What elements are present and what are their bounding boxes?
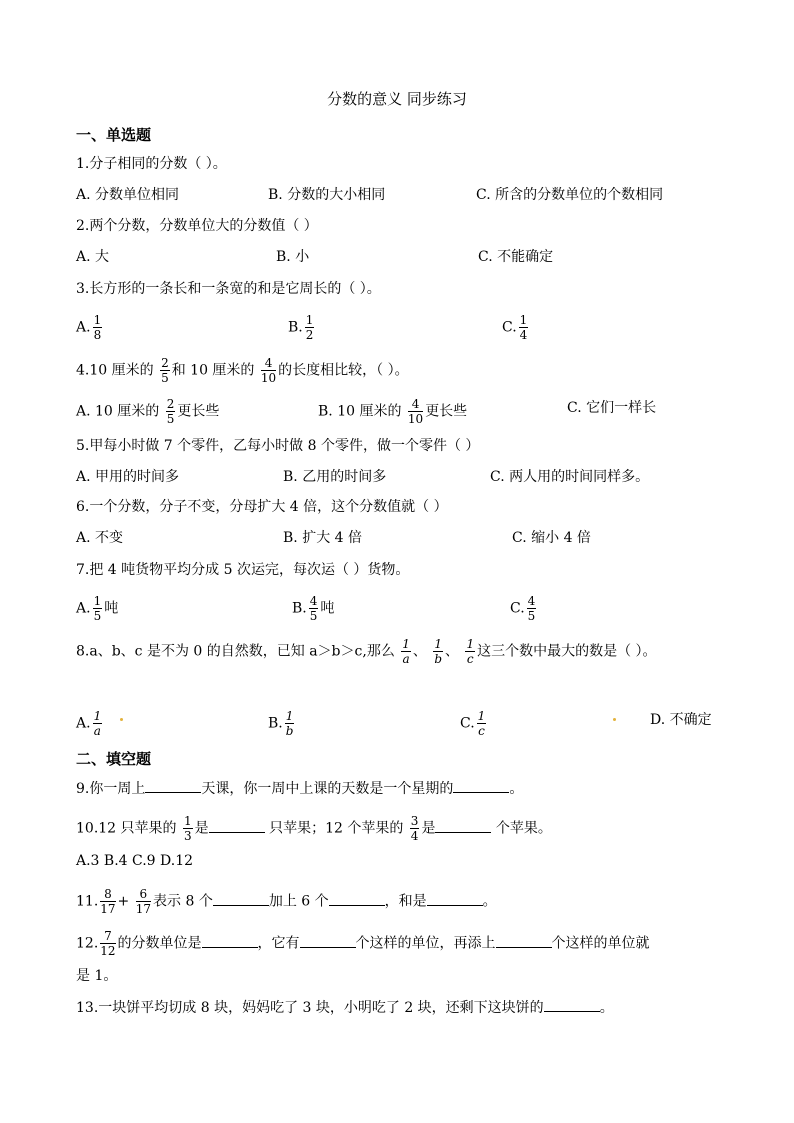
answer-blank[interactable] [213, 893, 269, 906]
q2-option-b: B. 小 [276, 249, 310, 265]
q5-option-b: B. 乙用的时间多 [283, 469, 387, 485]
q3-option-a: A. $\frac{1}{8}$ [76, 313, 102, 342]
question-4-stem: 4.10 厘米的 $\frac{2}{5}$ 和 10 厘米的 $\frac{4}{10}$ 的长度相比较，（ ）。 [76, 356, 409, 385]
page-title: 分数的意义 同步练习 [327, 90, 467, 108]
fraction: $\frac{6}{17}$ [135, 887, 152, 916]
question-8-stem: 8.a、b、c 是不为 0 的自然数，已知 a＞b＞c,那么 $\frac{1}{a}$ 、 $\frac{1}{b}$ 、 $\frac{1}{c}$ 这三个数中最大的数是（ ）。 [76, 637, 657, 666]
q5-option-c: C. 两人用的时间同样多。 [490, 469, 650, 485]
decorative-dot [120, 718, 123, 721]
answer-blank[interactable] [202, 935, 258, 948]
fraction: $\frac{4}{10}$ [260, 356, 277, 385]
fraction: $\frac{1}{b}$ [285, 709, 294, 738]
q8-option-d: D. 不确定 [650, 712, 712, 728]
question-2-stem: 2.两个分数，分数单位大的分数值（ ） [76, 218, 318, 234]
fraction: $\frac{1}{4}$ [519, 313, 528, 342]
question-12-continued: 是 1。 [76, 968, 118, 984]
q8-option-b: B. $\frac{1}{b}$ [268, 709, 294, 738]
q2-option-a: A. 大 [76, 249, 110, 265]
question-1-stem: 1.分子相同的分数（ ）。 [76, 156, 227, 172]
q1-option-b: B. 分数的大小相同 [268, 187, 386, 203]
question-10-options: A.3 B.4 C.9 D.12 [76, 853, 194, 869]
answer-blank[interactable] [329, 893, 385, 906]
answer-blank[interactable] [300, 935, 356, 948]
question-5-stem: 5.甲每小时做 7 个零件，乙每小时做 8 个零件，做一个零件（ ） [76, 438, 480, 454]
q4-option-c: C. 它们一样长 [567, 400, 657, 416]
fraction: $\frac{2}{5}$ [166, 397, 175, 426]
question-3-stem: 3.长方形的一条长和一条宽的和是它周长的（ ）。 [76, 281, 381, 297]
question-13: 13.一块饼平均切成 8 块，妈妈吃了 3 块，小明吃了 2 块，还剩下这块饼的 。 [76, 1000, 614, 1016]
q6-option-c: C. 缩小 4 倍 [512, 530, 591, 546]
answer-blank[interactable] [453, 780, 509, 793]
fraction: $\frac{2}{5}$ [161, 356, 169, 385]
answer-blank[interactable] [427, 893, 483, 906]
decorative-dot [613, 718, 616, 721]
answer-blank[interactable] [145, 780, 201, 793]
fraction: $\frac{1}{2}$ [305, 313, 314, 342]
q3-option-b: B. $\frac{1}{2}$ [288, 313, 314, 342]
section-heading-fill-in: 二、填空题 [76, 750, 152, 768]
question-9: 9.你一周上 天课，你一周中上课的天数是一个星期的 。 [76, 781, 524, 797]
q5-option-a: A. 甲用的时间多 [76, 469, 180, 485]
q6-option-a: A. 不变 [76, 530, 124, 546]
fraction: $\frac{1}{8}$ [93, 313, 102, 342]
fraction: $\frac{1}{a}$ [93, 709, 102, 738]
question-7-stem: 7.把 4 吨货物平均分成 5 次运完，每次运（ ）货物。 [76, 562, 410, 578]
q8-option-c: C. $\frac{1}{c}$ [460, 709, 486, 738]
q7-option-a: A. $\frac{1}{5}$ 吨 [76, 594, 119, 623]
question-10: 10.12 只苹果的 $\frac{1}{3}$ 是 只苹果；12 个苹果的 $\frac{3}{4}$ 是 个苹果。 [76, 814, 552, 843]
q1-option-c: C. 所含的分数单位的个数相同 [476, 187, 664, 203]
q1-option-a: A. 分数单位相同 [76, 187, 180, 203]
fraction: $\frac{8}{17}$ [100, 887, 116, 916]
fraction: $\frac{4}{5}$ [309, 594, 318, 623]
q6-option-b: B. 扩大 4 倍 [283, 530, 362, 546]
fraction: $\frac{1}{3}$ [183, 814, 192, 843]
fraction: $\frac{1}{a}$ [402, 637, 410, 666]
fraction: $\frac{7}{12}$ [100, 929, 116, 958]
q8-option-a: A. $\frac{1}{a}$ [76, 709, 102, 738]
q4-option-b: B. 10 厘米的 $\frac{4}{10}$ 更长些 [318, 397, 468, 426]
fraction: $\frac{4}{5}$ [527, 594, 536, 623]
fraction: $\frac{4}{10}$ [407, 397, 424, 426]
q2-option-c: C. 不能确定 [478, 249, 554, 265]
q7-option-b: B. $\frac{4}{5}$ 吨 [292, 594, 335, 623]
answer-blank[interactable] [435, 820, 491, 833]
q7-option-c: C. $\frac{4}{5}$ [510, 594, 536, 623]
q3-option-c: C. $\frac{1}{4}$ [502, 313, 528, 342]
question-11: 11. $\frac{8}{17}$ + $\frac{6}{17}$ 表示 8 个 加上 6 个 ，和是 。 [76, 887, 497, 916]
fraction: $\frac{1}{5}$ [93, 594, 102, 623]
fraction: $\frac{3}{4}$ [410, 814, 419, 843]
fraction: $\frac{1}{c}$ [466, 637, 475, 666]
q4-option-a: A. 10 厘米的 $\frac{2}{5}$ 更长些 [76, 397, 220, 426]
answer-blank[interactable] [496, 935, 552, 948]
fraction: $\frac{1}{b}$ [434, 637, 443, 666]
fraction: $\frac{1}{c}$ [477, 709, 486, 738]
question-12: 12. $\frac{7}{12}$ 的分数单位是 ，它有 个这样的单位，再添上 个这样的单位就 [76, 929, 650, 958]
question-6-stem: 6.一个分数，分子不变，分母扩大 4 倍，这个分数值就（ ） [76, 499, 448, 515]
section-heading-single-choice: 一、单选题 [76, 126, 152, 144]
answer-blank[interactable] [209, 820, 265, 833]
answer-blank[interactable] [544, 999, 600, 1012]
